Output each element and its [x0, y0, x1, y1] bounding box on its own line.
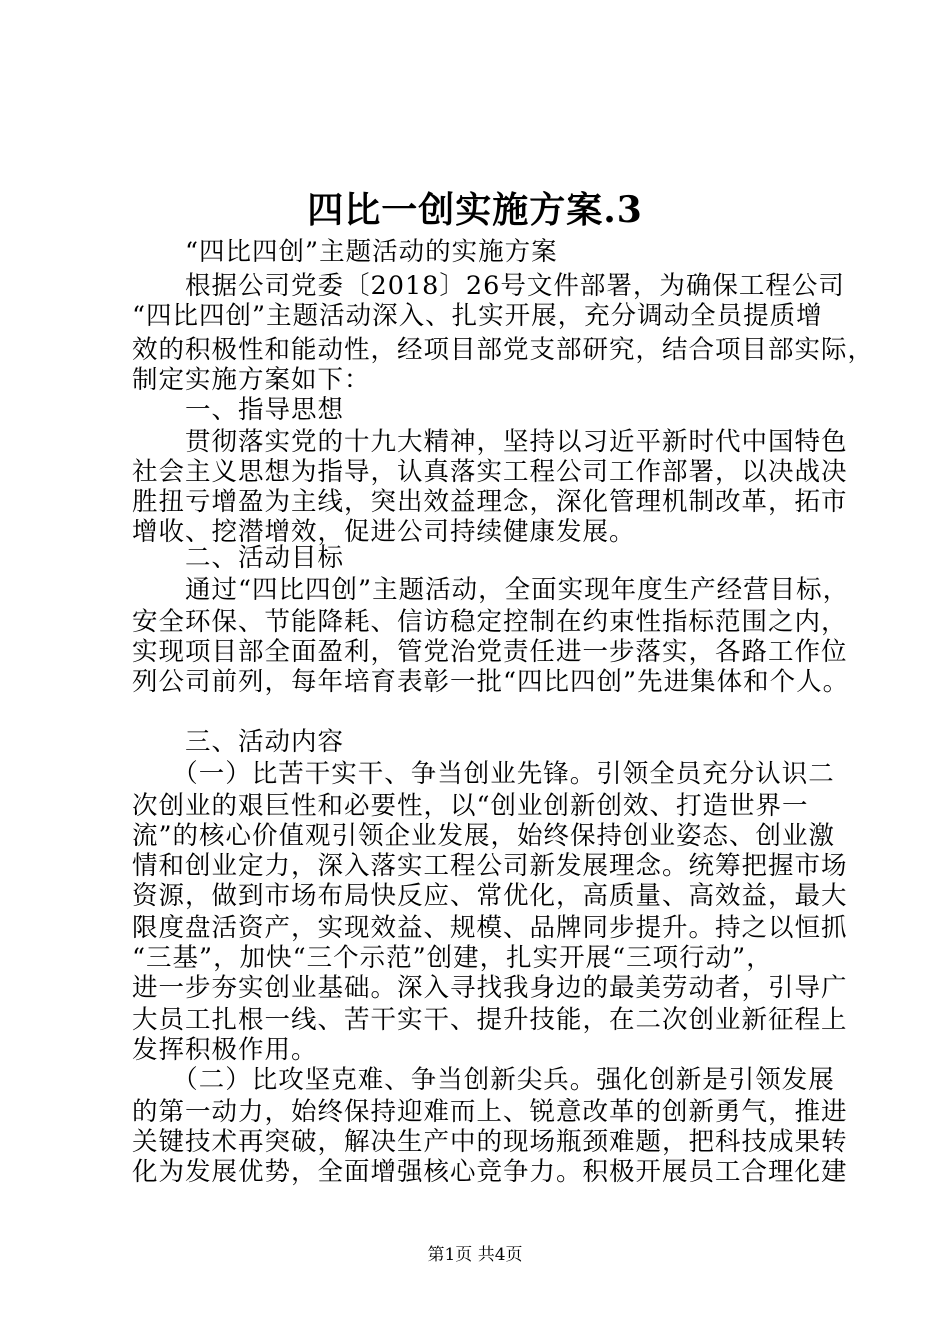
body-line: 根据公司党委〔2018〕26号文件部署，为确保工程公司 — [132, 271, 845, 301]
body-line: 效的积极性和能动性，经项目部党支部研究，结合项目部实际， — [132, 335, 875, 365]
body-line: 流”的核心价值观引领企业发展，始终保持创业姿态、创业激 — [132, 821, 836, 851]
document-title: 四比一创实施方案.3 — [307, 189, 643, 231]
body-line: “四比四创”主题活动深入、扎实开展，充分调动全员提质增 — [132, 301, 823, 331]
body-line: 增收、挖潜增效，促进公司持续健康发展。 — [132, 517, 636, 547]
body-line: 限度盘活资产，实现效益、规模、品牌同步提升。持之以恒抓 — [132, 913, 848, 943]
body-line: 的第一动力，始终保持迎难而上、锐意改革的创新勇气，推进 — [132, 1097, 848, 1127]
page-footer: 第1页 共4页 — [427, 1245, 523, 1265]
body-line: 大员工扎根一线、苦干实干、提升技能，在二次创业新征程上 — [132, 1005, 848, 1035]
body-line: 通过“四比四创”主题活动，全面实现年度生产经营目标， — [132, 575, 850, 605]
section-heading: 一、指导思想 — [132, 395, 345, 425]
section-heading: 二、活动目标 — [132, 543, 345, 573]
body-line: 次创业的艰巨性和必要性，以“创业创新创效、打造世界一 — [132, 791, 809, 821]
body-line: 情和创业定力，深入落实工程公司新发展理念。统筹把握市场 — [132, 851, 848, 881]
body-line: 制定实施方案如下： — [132, 365, 371, 395]
body-line: 化为发展优势，全面增强核心竞争力。积极开展员工合理化建 — [132, 1157, 848, 1187]
body-line: “三基”，加快“三个示范”创建，扎实开展“三项行动”， — [132, 943, 773, 973]
body-line: 资源，做到市场布局快反应、常优化，高质量、高效益，最大 — [132, 881, 848, 911]
body-line: 贯彻落实党的十九大精神，坚持以习近平新时代中国特色 — [132, 427, 848, 457]
body-line: 列公司前列，每年培育表彰一批“四比四创”先进集体和个人。 — [132, 667, 850, 697]
body-line: 胜扭亏增盈为主线，突出效益理念，深化管理机制改革，拓市 — [132, 487, 848, 517]
body-line: （二）比攻坚克难、争当创新尖兵。强化创新是引领发展 — [132, 1065, 835, 1095]
body-line: 实现项目部全面盈利，管党治党责任进一步落实，各路工作位 — [132, 637, 848, 667]
body-line: 社会主义思想为指导，认真落实工程公司工作部署，以决战决 — [132, 457, 848, 487]
body-line: （一）比苦干实干、争当创业先锋。引领全员充分认识二 — [132, 759, 835, 789]
body-line: 发挥积极作用。 — [132, 1035, 318, 1065]
body-line: 关键技术再突破，解决生产中的现场瓶颈难题，把科技成果转 — [132, 1127, 848, 1157]
section-heading: 三、活动内容 — [132, 727, 345, 757]
body-line: 进一步夯实创业基础。深入寻找我身边的最美劳动者，引导广 — [132, 973, 848, 1003]
body-line: “四比四创”主题活动的实施方案 — [132, 237, 558, 267]
body-line: 安全环保、节能降耗、信访稳定控制在约束性指标范围之内， — [132, 607, 848, 637]
